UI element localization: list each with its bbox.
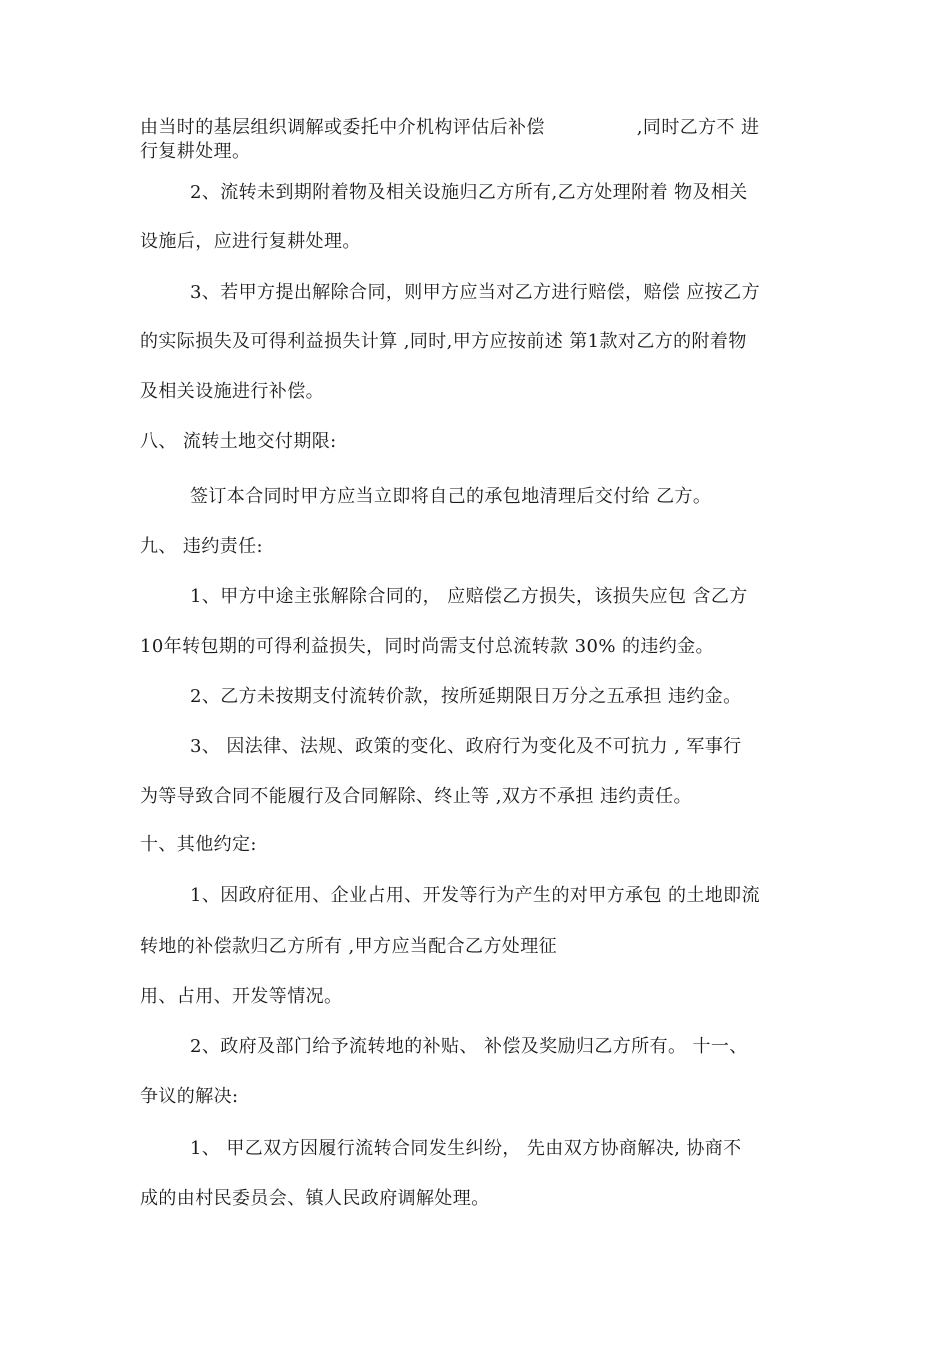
text-line: 为等导致合同不能履行及合同解除、终止等 ,双方不承担 违约责任。	[140, 786, 692, 807]
section-heading: 争议的解决:	[140, 1086, 239, 1107]
text-line: 成的由村民委员会、镇人民政府调解处理。	[140, 1188, 490, 1209]
text-line: 行复耕处理。	[140, 141, 251, 162]
text-line: 1、因政府征用、企业占用、开发等行为产生的对甲方承包 的土地即流	[190, 885, 760, 906]
text-line: 由当时的基层组织调解或委托中介机构评估后补偿 ,同时乙方不 进	[140, 117, 760, 138]
text-line: 1、 甲乙双方因履行流转合同发生纠纷， 先由双方协商解决, 协商不	[190, 1138, 742, 1159]
text-line: 2、流转未到期附着物及相关设施归乙方所有,乙方处理附着 物及相关	[190, 182, 748, 203]
section-heading: 十、其他约定:	[140, 834, 257, 855]
text-line: 签订本合同时甲方应当立即将自己的承包地清理后交付给 乙方。	[190, 486, 712, 507]
text-line: 1、甲方中途主张解除合同的， 应赔偿乙方损失，该损失应包 含乙方	[190, 586, 748, 607]
text-line: 及相关设施进行补偿。	[140, 381, 324, 402]
text-line: 转地的补偿款归乙方所有 ,甲方应当配合乙方处理征	[140, 936, 558, 957]
section-heading: 九、 违约责任:	[140, 536, 263, 557]
text-line: 2、政府及部门给予流转地的补贴、 补偿及奖励归乙方所有。 十一、	[190, 1036, 748, 1057]
text-line: 3、 因法律、法规、政策的变化、政府行为变化及不可抗力 , 军事行	[190, 736, 742, 757]
text-line: 设施后，应进行复耕处理。	[140, 231, 361, 252]
section-heading: 八、 流转土地交付期限:	[140, 431, 337, 452]
text-line: 3、若甲方提出解除合同，则甲方应当对乙方进行赔偿，赔偿 应按乙方	[190, 282, 760, 303]
text-line: 2、乙方未按期支付流转价款，按所延期限日万分之五承担 违约金。	[190, 686, 742, 707]
text-line: 用、占用、开发等情况。	[140, 986, 343, 1007]
text-line: 10年转包期的可得利益损失，同时尚需支付总流转款 30% 的违约金。	[140, 636, 714, 657]
text-line: 的实际损失及可得利益损失计算 ,同时,甲方应按前述 第1款对乙方的附着物	[140, 331, 747, 352]
